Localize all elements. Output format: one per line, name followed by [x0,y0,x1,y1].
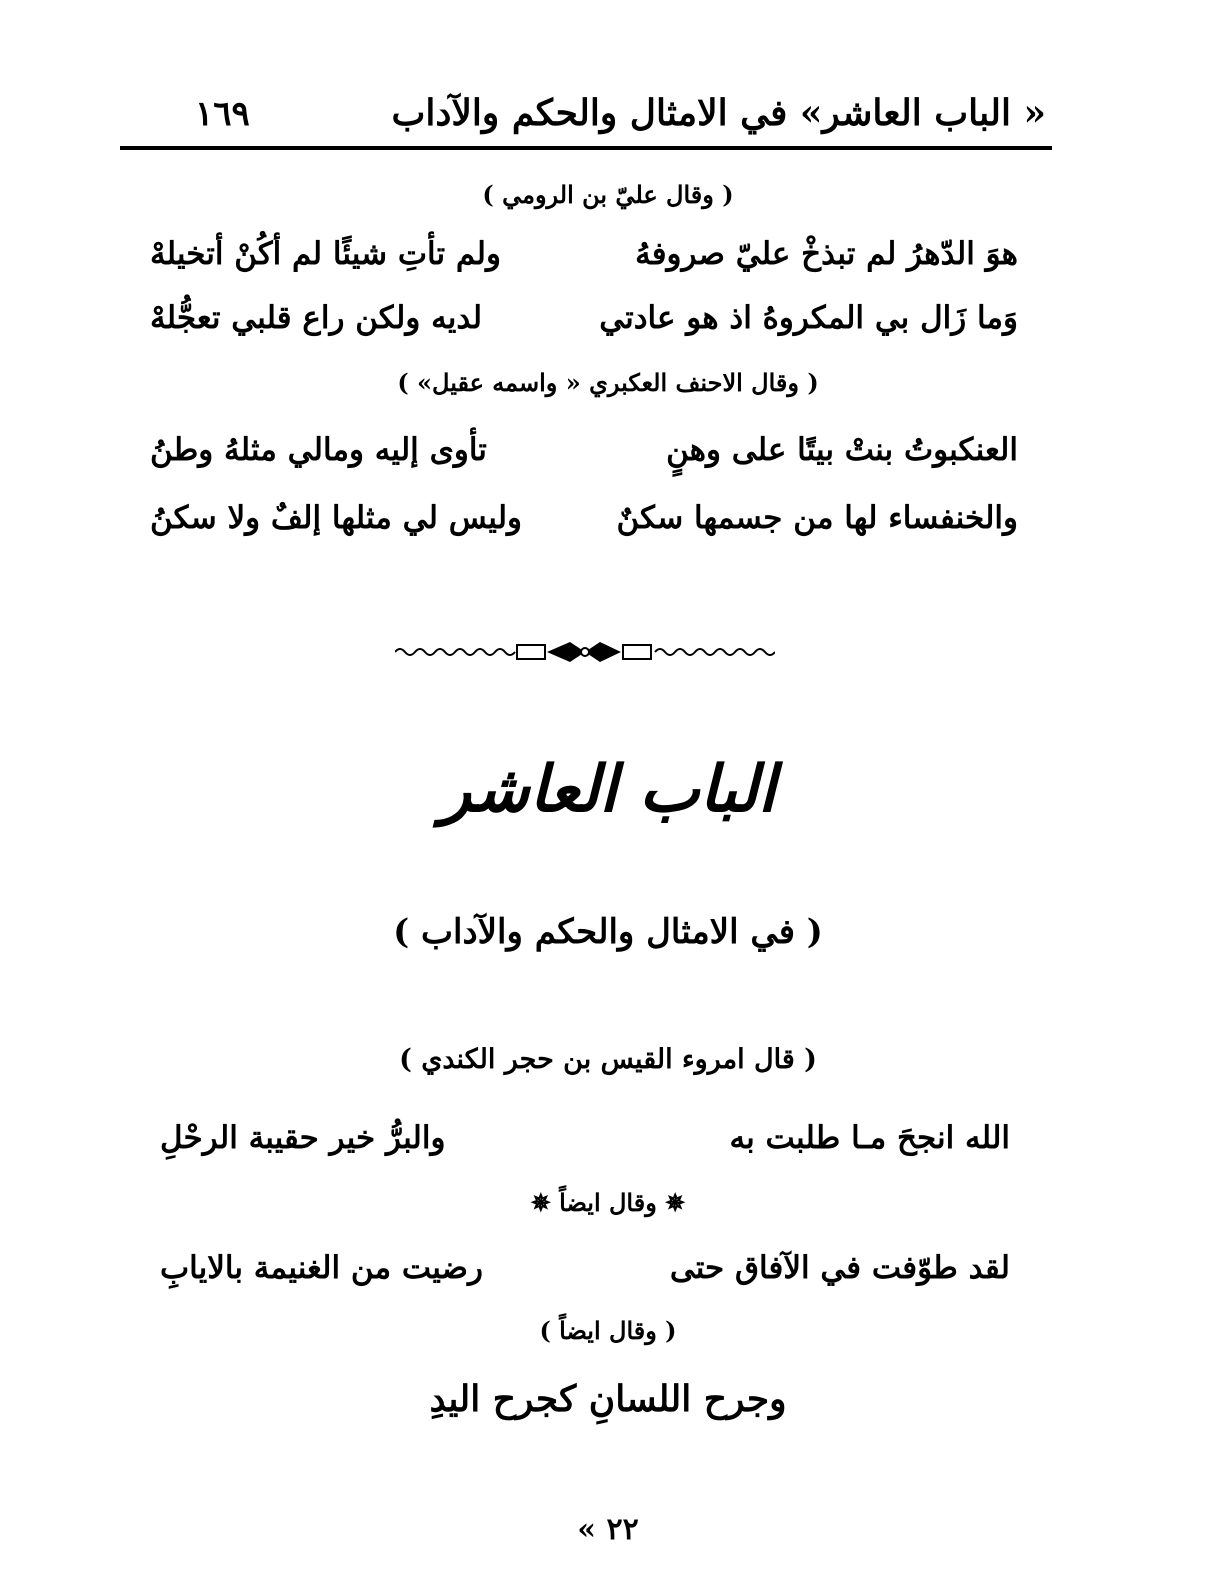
attribution-ibn-rumi: ( وقال عليّ بن الرومي ) [482,180,734,209]
verse-line [150,236,1018,288]
header-rule [120,146,1052,150]
chapter-subtitle: ( في الامثال والحكم والآداب ) [393,912,823,952]
verse-line-single: وجرح اللسانِ كجرح اليدِ [429,1378,787,1420]
verse-first-hemistich: والخنفساء لها من جسمها سكنٌ [616,500,1018,536]
verse-second-hemistich: تأوى إليه ومالي مثلهُ وطنُ [150,432,487,468]
attribution-imru-alqais: ( قال امروء القيس بن حجر الكندي ) [399,1044,817,1075]
attribution-ahnaf: ( وقال الاحنف العكبري « واسمه عقيل» ) [397,368,819,397]
verse-line [150,300,1018,352]
signature-mark: « ٢٢ [577,1512,639,1547]
verse-first-hemistich: العنكبوتُ بنتْ بيتًا على وهنٍ [666,432,1018,468]
verse-first-hemistich: وَما زَال بي المكروهُ اذ هو عادتي [599,300,1018,336]
attribution-also-2: ( وقال ايضاً ) [539,1316,677,1345]
verse-second-hemistich: وليس لي مثلها إلفٌ ولا سكنُ [150,500,522,536]
chapter-title: الباب العاشر [440,752,776,827]
verse-second-hemistich: ولم تأتِ شيئًا لم أكُنْ أتخيلهْ [150,236,501,272]
verse-second-hemistich: والبرُّ خير حقيبة الرحْلِ [160,1120,446,1156]
verse-second-hemistich: لديه ولكن راع قلبي تعجُّلهْ [150,300,483,336]
verse-line [150,500,1018,552]
verse-first-hemistich: لقد طوّفت في الآفاق حتى [669,1250,1010,1286]
ornamental-divider [395,638,775,664]
verse-second-hemistich: رضيت من الغنيمة بالايابِ [160,1250,483,1286]
verse-line [150,432,1018,484]
running-header-title: « الباب العاشر» في الامثال والحكم والآداب [391,92,1046,134]
attribution-also: ✵ وقال ايضاً ✵ [530,1188,686,1217]
page-number: ١٦٩ [195,94,250,134]
verse-first-hemistich: هوَ الدّهرُ لم تبذخْ عليّ صروفهُ [635,236,1018,272]
verse-first-hemistich: الله انجحَ مـا طلبت به [729,1120,1010,1156]
